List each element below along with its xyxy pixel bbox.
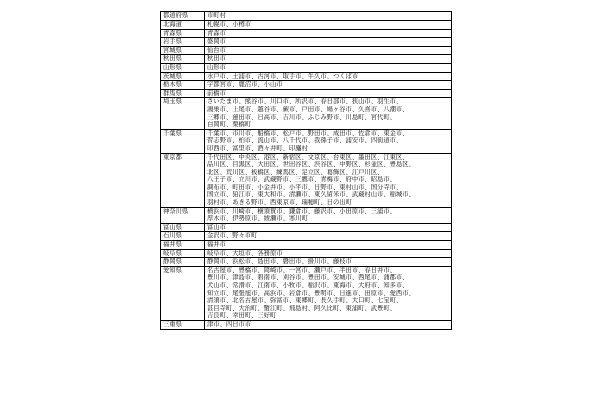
municipality-line: 清須市、北名古屋市、弥富市、東郷町、長久手町、大口町、七宝町、 (207, 297, 403, 305)
municipality-cell (205, 249, 452, 258)
prefecture-cell: 岩手県 (161, 38, 205, 47)
table-row (161, 320, 452, 329)
municipality-line: 富山市 (207, 223, 226, 231)
municipality-cell (205, 223, 452, 232)
municipality-line: 山形市 (207, 63, 226, 71)
municipality-cell (205, 21, 452, 30)
municipality-cell (205, 63, 452, 72)
municipality-line: 岐阜市、大垣市、各務原市 (207, 249, 283, 257)
municipality-cell (205, 89, 452, 98)
prefecture-cell: 富山県 (161, 223, 205, 232)
prefecture-cell: 群馬県 (161, 89, 205, 98)
municipality-line: さいたま市、熊谷市、川口市、所沢市、春日部市、狭山市、羽生市、 (207, 98, 403, 106)
prefecture-cell: 福井県 (161, 241, 205, 250)
prefecture-cell: 茨城県 (161, 72, 205, 81)
municipality-line: 前橋市 (207, 89, 226, 97)
municipality-line: 厚木市、伊勢原市、綾瀬市、寒川町 (207, 215, 308, 223)
municipality-line: 横浜市、川崎市、横須賀市、鎌倉市、藤沢市、小田原市、三浦市、 (207, 207, 396, 215)
municipality-line: 盛岡市 (207, 38, 226, 46)
municipality-line: 札幌市、小樽市 (207, 21, 252, 28)
municipality-line: 金沢市、野々市町 (207, 232, 258, 240)
municipality-line: 福井市 (207, 241, 226, 249)
prefecture-cell: 三重県 (161, 320, 205, 329)
municipality-line: 甚目寺町、大治町、蟹江町、飛島村、阿久比町、東浦町、武豊町、 (207, 304, 396, 312)
municipality-line: 秋田市 (207, 55, 226, 63)
municipality-line: 白岡町、栗橋町 (207, 121, 252, 129)
municipality-line: 三郷市、蓮田市、日高市、吉川市、ふじみ野市、川島町、宮代町、 (207, 113, 396, 121)
table-row (161, 241, 452, 250)
municipality-line: 千代田区、中央区、港区、新宿区、文京区、台東区、墨田区、江東区、 (207, 153, 409, 161)
municipality-line: 品川区、目黒区、大田区、世田谷区、渋谷区、中野区、杉並区、豊島区、 (207, 161, 415, 169)
municipality-line: 静岡市、浜松市、島田市、磐田市、掛川市、藤枝市 (207, 258, 352, 266)
table-row (161, 21, 452, 30)
municipality-cell (205, 46, 452, 55)
prefecture-cell: 千葉県 (161, 129, 205, 153)
prefecture-cell: 青森県 (161, 29, 205, 38)
municipality-line: 鴻巣市、上尾市、越谷市、蕨市、戸田市、鳩ヶ谷市、久喜市、八潮市、 (207, 105, 409, 113)
municipality-cell (205, 29, 452, 38)
municipality-line: 羽村市、あきる野市、西東京市、瑞穂町、日の出町 (207, 199, 352, 207)
table-row (161, 207, 452, 223)
prefecture-cell: 北海道 (161, 21, 205, 30)
municipality-line: 八王子市、立川市、武蔵野市、三鷹市、青梅市、府中市、昭島市、 (207, 176, 396, 184)
prefecture-cell: 岐阜県 (161, 249, 205, 258)
municipality-line: 宇都宮市、鹿沼市、小山市 (207, 81, 283, 89)
municipality-line: 北区、荒川区、板橋区、練馬区、足立区、葛飾区、江戸川区、 (207, 168, 384, 176)
table-row (161, 63, 452, 72)
municipality-cell (205, 81, 452, 90)
prefecture-cell: 山形県 (161, 63, 205, 72)
municipality-cell (205, 241, 452, 250)
prefecture-cell: 秋田県 (161, 55, 205, 64)
prefecture-cell: 東京都 (161, 153, 205, 207)
prefecture-cell: 神奈川県 (161, 207, 205, 223)
municipality-cell (205, 98, 452, 129)
prefecture-cell: 静岡県 (161, 258, 205, 267)
table-row (161, 153, 452, 207)
municipality-line: 豊川市、津島市、碧南市、刈谷市、豊田市、安城市、西尾市、蒲郡市、 (207, 274, 409, 282)
municipality-cell (205, 153, 452, 207)
municipality-line: 千葉市、市川市、船橋市、松戸市、野田市、成田市、佐倉市、東金市、 (207, 129, 409, 137)
prefecture-cell: 埼玉県 (161, 98, 205, 129)
municipality-table (160, 11, 452, 330)
municipality-cell (205, 320, 452, 329)
table-row (161, 55, 452, 64)
header-municipality: 市町村 (205, 12, 452, 21)
municipality-cell (205, 266, 452, 320)
municipality-line: 習志野市、柏市、流山市、八千代市、我孫子市、浦安市、四街道市、 (207, 137, 403, 145)
table-row (161, 29, 452, 38)
prefecture-cell: 宮城県 (161, 46, 205, 55)
table-row (161, 81, 452, 90)
header-prefecture: 都道府県 (161, 12, 205, 21)
municipality-cell (205, 207, 452, 223)
municipality-line: 知立市、尾張旭市、高浜市、岩倉市、豊明市、日進市、田原市、愛西市、 (207, 289, 415, 297)
municipality-line: 津市、四日市市 (207, 320, 252, 328)
municipality-line: 印西市、富里市、酒々井町、印旛村 (207, 144, 308, 152)
municipality-cell (205, 38, 452, 47)
table-row (161, 266, 452, 320)
municipality-cell (205, 129, 452, 153)
municipality-cell (205, 55, 452, 64)
table-row (161, 258, 452, 267)
table-row (161, 46, 452, 55)
table-row (161, 89, 452, 98)
table-row (161, 38, 452, 47)
table-row (161, 223, 452, 232)
municipality-cell (205, 232, 452, 241)
table-row (161, 98, 452, 129)
prefecture-cell: 愛知県 (161, 266, 205, 320)
prefecture-cell: 栃木県 (161, 81, 205, 90)
table-row (161, 129, 452, 153)
municipality-cell (205, 72, 452, 81)
municipality-line: 名古屋市、豊橋市、岡崎市、一宮市、瀬戸市、半田市、春日井市、 (207, 266, 396, 274)
municipality-line: 青森市 (207, 29, 226, 37)
municipality-cell (205, 258, 452, 267)
municipality-line: 水戸市、土浦市、古河市、取手市、牛久市、つくば市 (207, 72, 359, 80)
table-body (161, 21, 452, 330)
municipality-line: 犬山市、常滑市、江南市、小牧市、稲沢市、東海市、大府市、知多市、 (207, 282, 409, 289)
table-row (161, 249, 452, 258)
municipality-line: 仙台市 (207, 46, 226, 54)
table-row (161, 72, 452, 81)
table-row (161, 232, 452, 241)
municipality-line: 吉良町、幸田町、三好町 (207, 312, 277, 320)
prefecture-cell: 石川県 (161, 232, 205, 241)
municipality-line: 国立市、狛江市、東大和市、清瀬市、東久留米市、武蔵村山市、稲城市、 (207, 191, 415, 199)
table-header-row (161, 12, 452, 21)
municipality-line: 調布市、町田市、小金井市、小平市、日野市、東村山市、国分寺市、 (207, 183, 403, 191)
